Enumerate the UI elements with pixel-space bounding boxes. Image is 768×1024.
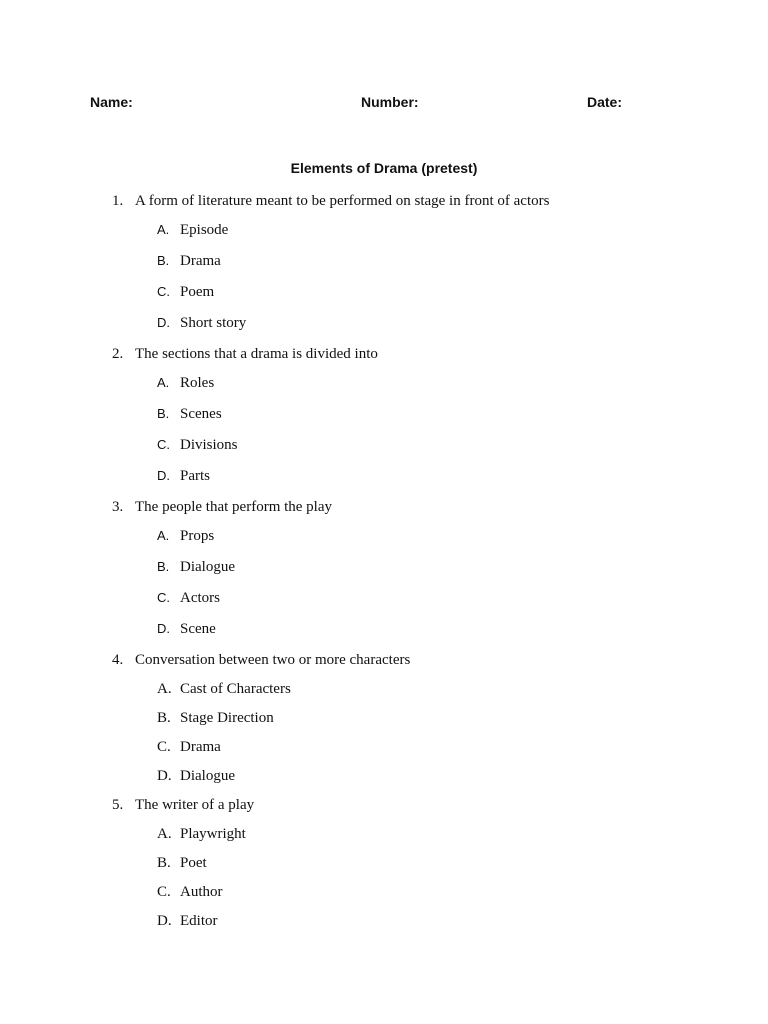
option-b [0,250,768,281]
question-stem [0,496,768,525]
option-text: Editor [180,913,218,929]
option-text: Dialogue [180,768,235,784]
option-text: Drama [180,739,221,755]
question-4 [0,649,768,794]
option-letter: C. [157,590,170,605]
option-c [0,281,768,312]
option-a [0,525,768,556]
question-5 [0,794,768,939]
option-letter: D. [157,621,170,636]
question-text: The people that perform the play [135,499,333,515]
option-text: Props [180,528,215,544]
question-stem [0,649,768,678]
option-letter: B. [157,855,171,871]
option-letter: B. [157,406,170,421]
option-text: Cast of Characters [180,681,291,697]
option-letter: D. [157,913,172,929]
date-label: Date: [587,94,623,110]
option-letter: C. [157,284,170,299]
option-text: Episode [180,222,229,238]
option-a [0,823,768,852]
question-3 [0,496,768,649]
option-letter: C. [157,884,171,900]
option-c [0,587,768,618]
option-text: Parts [180,468,210,484]
option-d [0,465,768,496]
option-text: Scenes [180,406,222,422]
option-letter: A. [157,222,170,237]
option-a [0,678,768,707]
option-text: Short story [180,315,247,331]
question-stem [0,794,768,823]
option-text: Drama [180,253,221,269]
option-c [0,881,768,910]
question-number: 5. [112,797,124,813]
option-b [0,556,768,587]
option-text: Roles [180,375,215,391]
option-letter: C. [157,437,170,452]
option-letter: A. [157,375,170,390]
option-b [0,707,768,736]
option-b [0,403,768,434]
question-number: 3. [112,499,124,515]
option-letter: A. [157,681,172,697]
question-1 [0,190,768,343]
question-stem [0,190,768,219]
option-d [0,910,768,939]
question-number: 1. [112,193,124,209]
option-text: Divisions [180,437,238,453]
option-d [0,765,768,794]
option-text: Author [180,884,223,900]
page-title: Elements of Drama (pretest) [290,160,478,176]
option-text: Playwright [180,826,246,842]
option-letter: D. [157,315,170,330]
question-number: 4. [112,652,124,668]
option-text: Actors [180,590,220,606]
option-text: Scene [180,621,216,637]
option-letter: C. [157,739,171,755]
question-2 [0,343,768,496]
question-number: 2. [112,346,124,362]
question-text: The writer of a play [135,797,255,813]
question-text: The sections that a drama is divided into [135,346,378,362]
number-label: Number: [361,94,419,110]
option-c [0,736,768,765]
option-text: Dialogue [180,559,235,575]
question-text: Conversation between two or more characters [135,652,411,668]
option-a [0,219,768,250]
option-text: Stage Direction [180,710,274,726]
option-a [0,372,768,403]
question-list [0,190,768,939]
option-d [0,312,768,343]
option-text: Poem [180,284,215,300]
option-letter: A. [157,826,172,842]
option-d [0,618,768,649]
option-letter: A. [157,528,170,543]
option-b [0,852,768,881]
option-letter: D. [157,768,172,784]
name-label: Name: [90,94,133,110]
question-text: A form of literature meant to be performed on stage in front of actors [135,193,550,209]
option-c [0,434,768,465]
option-letter: B. [157,710,171,726]
option-text: Poet [180,855,207,871]
option-letter: D. [157,468,170,483]
option-letter: B. [157,253,170,268]
option-letter: B. [157,559,170,574]
question-stem [0,343,768,372]
